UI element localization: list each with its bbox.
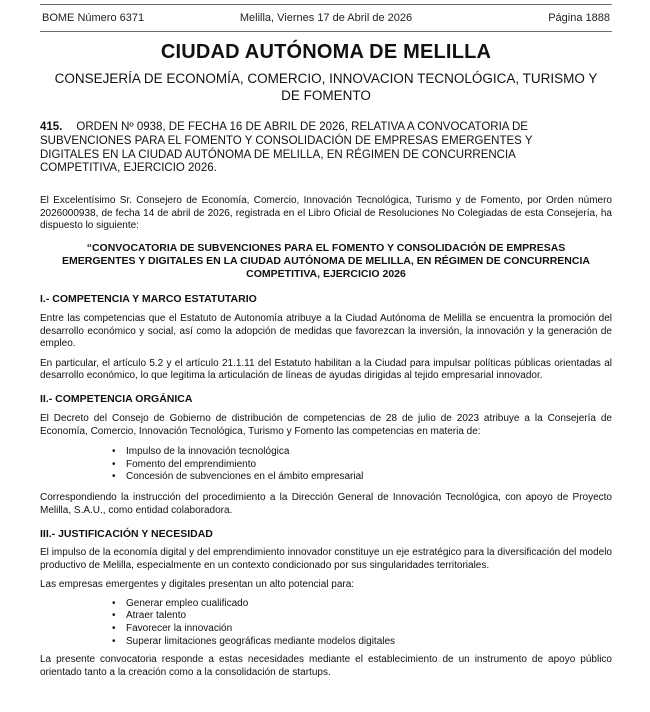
list-item: • Atraer talento: [112, 610, 612, 623]
convocatoria-quote-heading: “CONVOCATORIA DE SUBVENCIONES PARA EL FOMENTO Y CONSOLIDACIÓN DE EMPRESAS EMERGENTES Y DIGITALES EN LA CIUDAD AUTÓNOMA DE MELILLA, EN RÉGIMEN DE CONCURRENCIA COMPETITIVA, EJERCICIO 2026: [62, 241, 590, 280]
page-number: Página 1888: [548, 12, 610, 24]
page-title: CIUDAD AUTÓNOMA DE MELILLA: [160, 41, 492, 63]
section-heading-1: I.- COMPETENCIA Y MARCO ESTATUTARIO: [40, 292, 257, 305]
list-item: • Fomento del emprendimiento: [112, 459, 612, 472]
department-subtitle: CONSEJERÍA DE ECONOMÍA, COMERCIO, INNOVACION TECNOLÓGICA, TURISMO Y DE FOMENTO: [54, 71, 598, 103]
section-2-paragraph-1: El Decreto del Consejo de Gobierno de distribución de competencias de 28 de julio de 2023 atribuye a la Consejería de Economía, Comercio, Innovación Tecnológica, Turismo y Fomento las competencias en materia de:: [40, 412, 612, 437]
order-number: 415.: [40, 121, 63, 133]
section-1-paragraph-1: Entre las competencias que el Estatuto de Autonomía atribuye a la Ciudad Autónoma de Melilla se encuentra la promoción del desarrollo económico y social, así como la adopción de medidas que favorezcan la inversión, la innovación y la generación de empleo.: [40, 312, 612, 350]
list-item: • Favorecer la innovación: [112, 623, 612, 636]
section-heading-2: II.- COMPETENCIA ORGÁNICA: [40, 392, 193, 405]
section-3-paragraph-1: El impulso de la economía digital y del emprendimiento innovador constituye un eje estratégico para la diversificación del modelo productivo de Melilla, especialmente en un contexto condicionado por sus singularidades territoriales.: [40, 547, 612, 571]
list-item: • Impulso de la innovación tecnológica: [112, 446, 612, 459]
section-heading-3: III.- JUSTIFICACIÓN Y NECESIDAD: [40, 528, 213, 541]
section-3-bullet-list: [112, 598, 612, 648]
section-2-bullet-list: [112, 446, 612, 484]
order-heading: [40, 121, 568, 176]
section-1-paragraph-2: En particular, el artículo 5.2 y el artículo 21.1.11 del Estatuto habilitan a la Ciudad para impulsar políticas públicas orientadas al desarrollo económico, lo que legitima la articulación de líneas de ayudas dirigidas al tejido empresarial innovador.: [40, 357, 612, 382]
intro-paragraph: El Excelentísimo Sr. Consejero de Economía, Comercio, Innovación Tecnológica, Turismo y de Fomento, por Orden número 2026000938, de fecha 14 de abril de 2026, registrada en el Libro Oficial de Resoluciones No Colegiadas de esta Consejería, ha dispuesto lo siguiente:: [40, 195, 612, 232]
list-item: • Generar empleo cualificado: [112, 598, 612, 611]
section-3-paragraph-2: Las empresas emergentes y digitales presentan un alto potencial para:: [40, 579, 355, 591]
list-item: • Superar limitaciones geográficas mediante modelos digitales: [112, 636, 612, 649]
bulletin-date: Melilla, Viernes 17 de Abril de 2026: [239, 12, 413, 24]
section-2-paragraph-2: Correspondiendo la instrucción del procedimiento a la Dirección General de Innovación Tecnológica, con apoyo de Proyecto Melilla, S.A.U., como entidad colaboradora.: [40, 491, 612, 516]
section-3-paragraph-3: La presente convocatoria responde a estas necesidades mediante el establecimiento de un instrumento de apoyo público orientado tanto a la creación como a la consolidación de startups.: [40, 654, 612, 678]
list-item: • Concesión de subvenciones en el ámbito empresarial: [112, 471, 612, 484]
order-title: ORDEN Nº 0938, DE FECHA 16 DE ABRIL DE 2026, RELATIVA A CONVOCATORIA DE SUBVENCIONES PARA EL FOMENTO Y CONSOLIDACIÓN DE EMPRESAS EMERGENTES Y DIGITALES EN LA CIUDAD AUTÓNOMA DE MELILLA, EN RÉGIMEN DE CONCURRENCIA COMPETITIVA, EJERCICIO 2026.: [40, 121, 533, 175]
masthead: [40, 5, 612, 31]
masthead-bottom-rule: [40, 31, 612, 32]
bulletin-number: BOME Número 6371: [42, 12, 145, 24]
